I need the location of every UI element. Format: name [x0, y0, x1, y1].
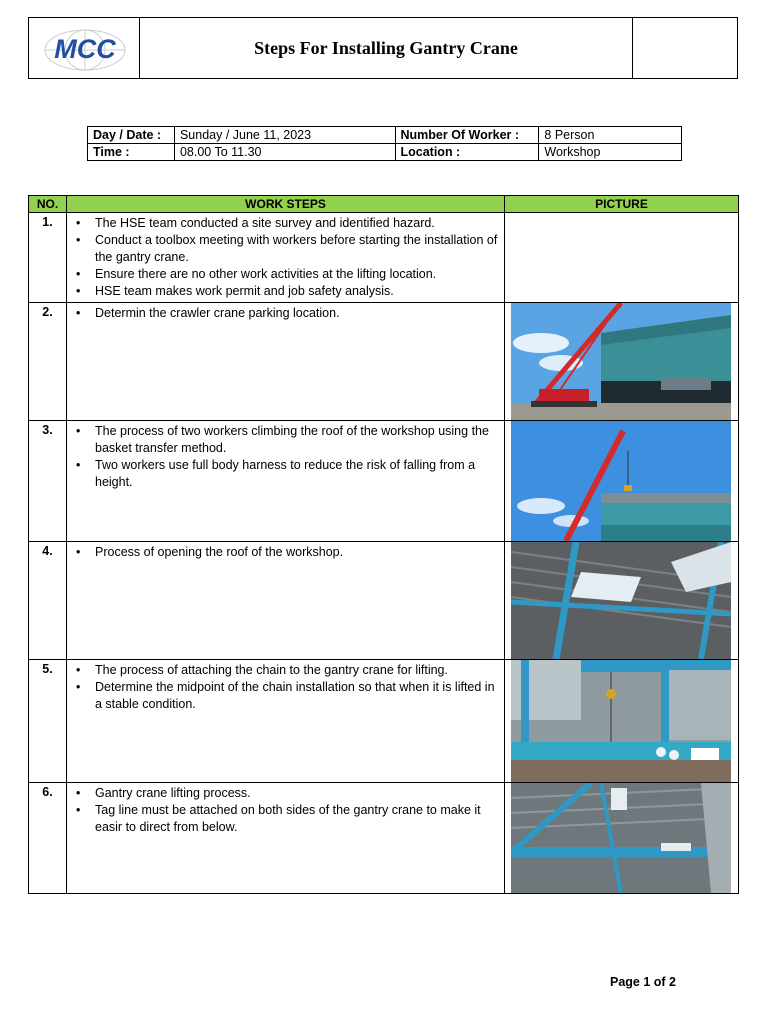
location-value: Workshop — [539, 144, 682, 161]
info-table — [87, 126, 682, 161]
page-number: Page 1 of 2 — [610, 975, 676, 989]
step-description — [67, 421, 505, 542]
step-number: 5. — [29, 660, 67, 783]
photo-gantry-lifting — [511, 783, 731, 893]
step-list — [71, 305, 500, 322]
photo-chain-attaching — [511, 660, 731, 782]
step-item: • Ensure there are no other work activities at the lifting location. — [71, 266, 500, 283]
day-date-label: Day / Date : — [88, 127, 175, 144]
step-number: 6. — [29, 783, 67, 894]
step-item: • The process of attaching the chain to the gantry crane for lifting. — [71, 662, 500, 679]
table-row — [29, 213, 739, 303]
time-value: 08.00 To 11.30 — [174, 144, 395, 161]
step-list — [71, 215, 500, 300]
step-number: 2. — [29, 303, 67, 421]
steps-header-row — [29, 196, 739, 213]
table-row — [29, 421, 739, 542]
step-item: • Two workers use full body harness to reduce the risk of falling from a height. — [71, 457, 500, 491]
step-list — [71, 544, 500, 561]
info-row-2 — [88, 144, 682, 161]
picture-cell — [505, 660, 739, 783]
step-list — [71, 423, 500, 491]
header-no: NO. — [29, 196, 67, 213]
step-description — [67, 660, 505, 783]
steps-table — [28, 195, 739, 894]
step-description — [67, 213, 505, 303]
step-item: • The HSE team conducted a site survey and identified hazard. — [71, 215, 500, 232]
picture-cell — [505, 303, 739, 421]
step-number: 4. — [29, 542, 67, 660]
day-date-value: Sunday / June 11, 2023 — [174, 127, 395, 144]
table-row — [29, 660, 739, 783]
workers-value: 8 Person — [539, 127, 682, 144]
step-description — [67, 303, 505, 421]
step-number: 3. — [29, 421, 67, 542]
location-label: Location : — [395, 144, 539, 161]
photo-roof-opening — [511, 542, 731, 659]
step-item: • Tag line must be attached on both sides of the gantry crane to make it easir to direct from below. — [71, 802, 500, 836]
document-header — [28, 17, 738, 79]
header-work-steps: WORK STEPS — [67, 196, 505, 213]
picture-cell-empty — [505, 213, 739, 303]
step-item: • Process of opening the roof of the workshop. — [71, 544, 500, 561]
mcc-logo — [37, 26, 133, 72]
step-description — [67, 783, 505, 894]
step-description — [67, 542, 505, 660]
step-item: • HSE team makes work permit and job safety analysis. — [71, 283, 500, 300]
logo-text: MCC — [54, 34, 116, 64]
step-number: 1. — [29, 213, 67, 303]
table-row — [29, 783, 739, 894]
step-list — [71, 785, 500, 836]
table-row — [29, 542, 739, 660]
logo-cell — [29, 18, 140, 78]
time-label: Time : — [88, 144, 175, 161]
title-cell — [140, 18, 633, 78]
step-item: • Determine the midpoint of the chain installation so that when it is lifted in a stable condition. — [71, 679, 500, 713]
document-title: Steps For Installing Gantry Crane — [254, 37, 518, 58]
photo-roof-climbing — [511, 421, 731, 541]
photo-crawler-crane — [511, 303, 731, 420]
step-item: • Gantry crane lifting process. — [71, 785, 500, 802]
step-item: • Determin the crawler crane parking location. — [71, 305, 500, 322]
step-list — [71, 662, 500, 713]
blank-header-cell — [633, 18, 737, 78]
picture-cell — [505, 542, 739, 660]
picture-cell — [505, 421, 739, 542]
step-item: • The process of two workers climbing the roof of the workshop using the basket transfer method. — [71, 423, 500, 457]
header-picture: PICTURE — [505, 196, 739, 213]
info-row-1 — [88, 127, 682, 144]
step-item: • Conduct a toolbox meeting with workers before starting the installation of the gantry crane. — [71, 232, 500, 266]
table-row — [29, 303, 739, 421]
workers-label: Number Of Worker : — [395, 127, 539, 144]
picture-cell — [505, 783, 739, 894]
